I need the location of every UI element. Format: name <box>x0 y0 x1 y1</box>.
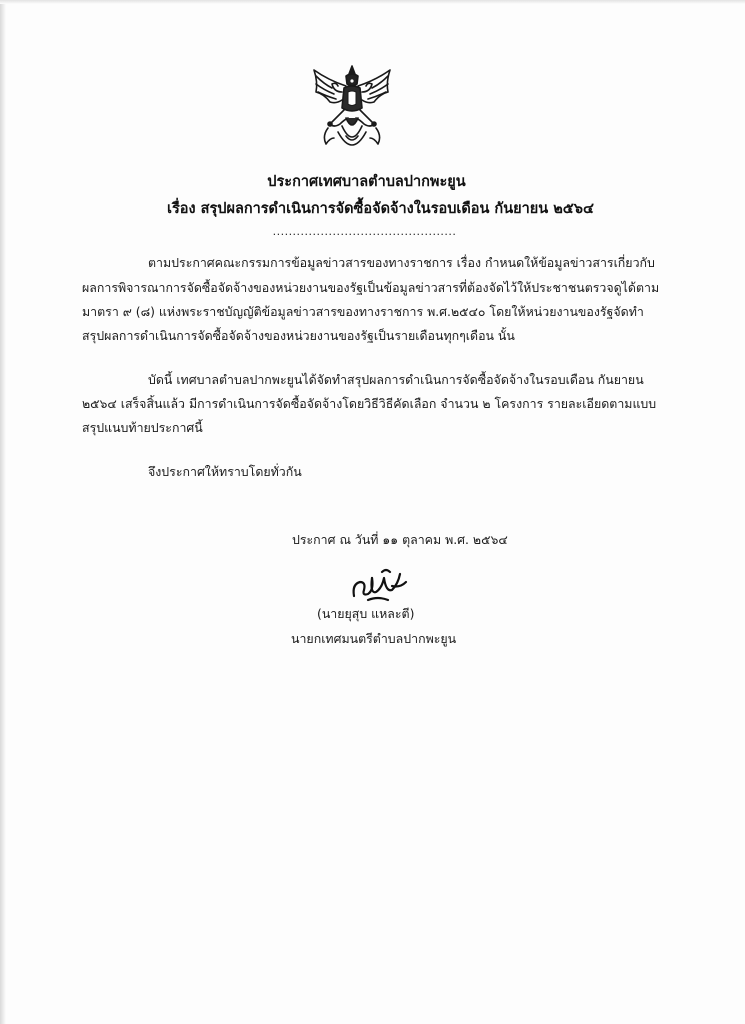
paragraph-1-line-4: สรุปผลการดำเนินการจัดซื้อจัดจ้างของหน่วยงานของรัฐเป็นรายเดือนทุกๆเดือน นั้น <box>82 328 515 343</box>
paragraph-2-line-1: บัดนี้ เทศบาลตำบลปากพะยูนได้จัดทำสรุปผลการดำเนินการจัดซื้อจัดจ้างในรอบเดือน กันยายน <box>148 372 644 387</box>
announcement-date: ประกาศ ณ วันที่ ๑๑ ตุลาคม พ.ศ. ๒๕๖๔ <box>292 532 508 547</box>
garuda-emblem-icon <box>308 62 396 158</box>
paragraph-1-line-2: ผลการพิจารณาการจัดซื้อจัดจ้างของหน่วยงานของรัฐเป็นข้อมูลข่าวสารที่ต้องจัดไว้ให้ประชาชนตรวจดูได้ตาม <box>82 280 660 295</box>
signer-name: (นายยุสุบ แหละตี) <box>317 606 415 621</box>
page-edge <box>0 0 6 1024</box>
paragraph-2-line-3: สรุปแนบท้ายประกาศนี้ <box>82 420 203 435</box>
signer-position: นายกเทศมนตรีตำบลปากพะยูน <box>291 631 457 646</box>
paragraph-2-line-2: ๒๕๖๔ เสร็จสิ้นแล้ว มีการดำเนินการจัดซื้อจัดจ้างโดยวิธีวิธีคัดเลือก จำนวน ๒ โครงการ รายละเอียดตามแบบ <box>82 396 657 411</box>
dotted-separator: .............................................. <box>272 225 457 238</box>
paragraph-1-line-3: มาตรา ๙ (๘) แห่งพระราชบัญญัติข้อมูลข่าวสารของทางราชการ พ.ศ.๒๕๔๐ โดยให้หน่วยงานของรัฐจัดทำ <box>82 304 644 319</box>
page-edge-top <box>0 0 745 4</box>
paragraph-1-line-1: ตามประกาศคณะกรรมการข้อมูลข่าวสารของทางราชการ เรื่อง กำหนดให้ข้อมูลข่าวสารเกี่ยวกับ <box>148 255 655 270</box>
announcement-subject: เรื่อง สรุปผลการดำเนินการจัดซื้อจัดจ้างในรอบเดือน กันยายน ๒๕๖๔ <box>167 201 594 217</box>
closing-statement: จึงประกาศให้ทราบโดยทั่วกัน <box>148 464 302 479</box>
announcement-title: ประกาศเทศบาลตำบลปากพะยูน <box>267 174 466 190</box>
handwritten-signature <box>348 566 410 604</box>
